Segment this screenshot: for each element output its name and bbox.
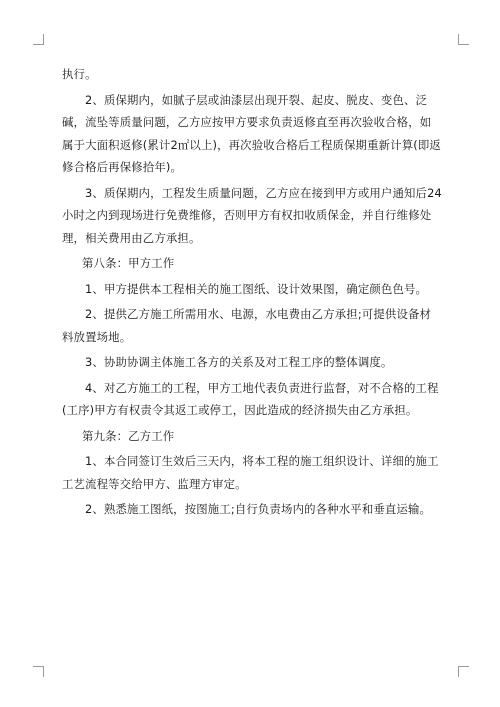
crop-mark-top-left [33,34,44,45]
crop-mark-top-right [458,34,469,45]
paragraph-party-b-item-2: 2、熟悉施工图纸，按图施工;自行负责场内的各种水平和垂直运输。 [85,502,432,516]
crop-mark-bottom-right [458,666,469,677]
paragraph-party-a-item-3: 3、协助协调主体施工各方的关系及对工程工序的整体调度。 [85,355,393,369]
paragraph-warranty-clause-2: 2、质保期内，如腻子层或油漆层出现开裂、起皮、脱皮、变色、泛碱，流坠等质量问题，乙方应按甲方要求负责返修直至再次验收合格，如属于大面积返修(累计2㎡以上)，再次验收合格后工程质保期重新计算(即返修合格后再保修拾年)。 [62,92,441,174]
paragraph-party-a-item-1: 1、甲方提供本工程相关的施工图纸、设计效果图，确定颜色色号。 [85,281,428,296]
section-heading-article-9: 第九条：乙方工作 [82,428,175,443]
paragraph-party-b-item-1: 1、本合同签订生效后三天内，将本工程的施工组织设计、详细的施工工艺流程等交给甲方、监理方审定。 [62,454,439,491]
paragraph-party-a-item-4: 4、对乙方施工的工程，甲方工地代表负责进行监督，对不合格的工程(工序)甲方有权责令其返工或停工，因此造成的经济损失由乙方承担。 [62,380,439,417]
document-body [62,63,442,524]
paragraph-continuation: 执行。 [62,67,97,81]
paragraph-warranty-clause-3: 3、质保期内，工程发生质量问题，乙方应在接到甲方或用户通知后24小时之内到现场进行免费维修，否则甲方有权扣收质保金，并自行维修处理，相关费用由乙方承担。 [62,185,442,245]
paragraph-party-a-item-2: 2、提供乙方施工所需用水、电源，水电费由乙方承担;可提供设备材料放置场地。 [62,307,432,344]
crop-mark-bottom-left [33,666,44,677]
section-heading-article-8: 第八条：甲方工作 [82,256,175,270]
